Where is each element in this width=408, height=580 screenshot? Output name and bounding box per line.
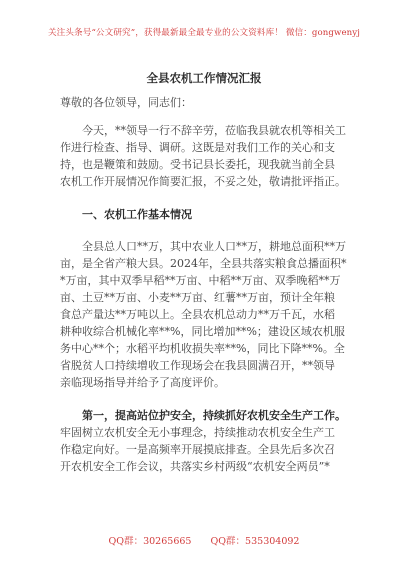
paragraph-line: 持，也是鞭策和鼓励。受书记县长委托，现我就当前全县 [60,158,335,171]
paragraph-line: 开农机安全工作会议，共落实乡村两级“农机安全两员”* [60,460,330,473]
paragraph-line: 作进行检查、指导、调研。这既是对我们工作的关心和支 [60,141,335,154]
subsection-heading: 第一，提高站位护安全，持续抓好农机安全生产工作。 [82,409,346,422]
paragraph-line: 省脱贫人口持续增收工作现场会在我县圆满召开，**领导 [60,359,335,372]
salutation: 尊敬的各位领导，同志们： [60,96,192,109]
paragraph-line: 全县总人口**万，其中农业人口**万，耕地总面积**万 [82,240,346,253]
paragraph-line: 亩，是全省产粮大县。2024年，全县共落实粮食总播面积* [60,257,347,270]
paragraph-line: 今天，**领导一行不辞辛劳，莅临我县就农机等相关工 [82,124,346,137]
paragraph-line: 作稳定向好。一是高频率开展摸底排查。全县先后多次召 [60,443,335,456]
paragraph-line: 牢固树立农机安全无小事理念，持续推动农机安全生产工 [60,426,335,439]
section-heading: 一、农机工作基本情况 [82,208,192,221]
header-promo-note: 关注头条号“公文研究”，获得最新最全最专业的公文资料库！ 微信：gongwenyj [47,28,361,38]
paragraph-line: 务中心**个；水稻平均机收损失率**%，同比下降**%。全 [60,342,345,355]
paragraph-line: 亩、土豆**万亩、小麦**万亩、红薯**万亩，预计全年粮 [60,291,335,304]
paragraph-line: 农机工作开展情况作简要汇报，不妥之处，敬请批评指正。 [60,175,346,188]
paragraph-line: *万亩，其中双季早稻**万亩、中稻**万亩、双季晚稻**万 [60,274,341,287]
paragraph-line: 耕种收综合机械化率**%，同比增加**%；建设区域农机服 [60,325,345,338]
paragraph-line: 食总产量达**万吨以上。全县农机总动力**万千瓦，水稻 [60,308,335,321]
footer-qq-group-1: QQ群：30265665 [108,536,192,547]
paragraph-line: 亲临现场指导并给予了高度评价。 [60,376,225,389]
footer-qq-group-2: QQ群：535304092 [210,536,300,547]
footer-contact [0,533,408,547]
document-title: 全县农机工作情况汇报 [146,71,262,85]
